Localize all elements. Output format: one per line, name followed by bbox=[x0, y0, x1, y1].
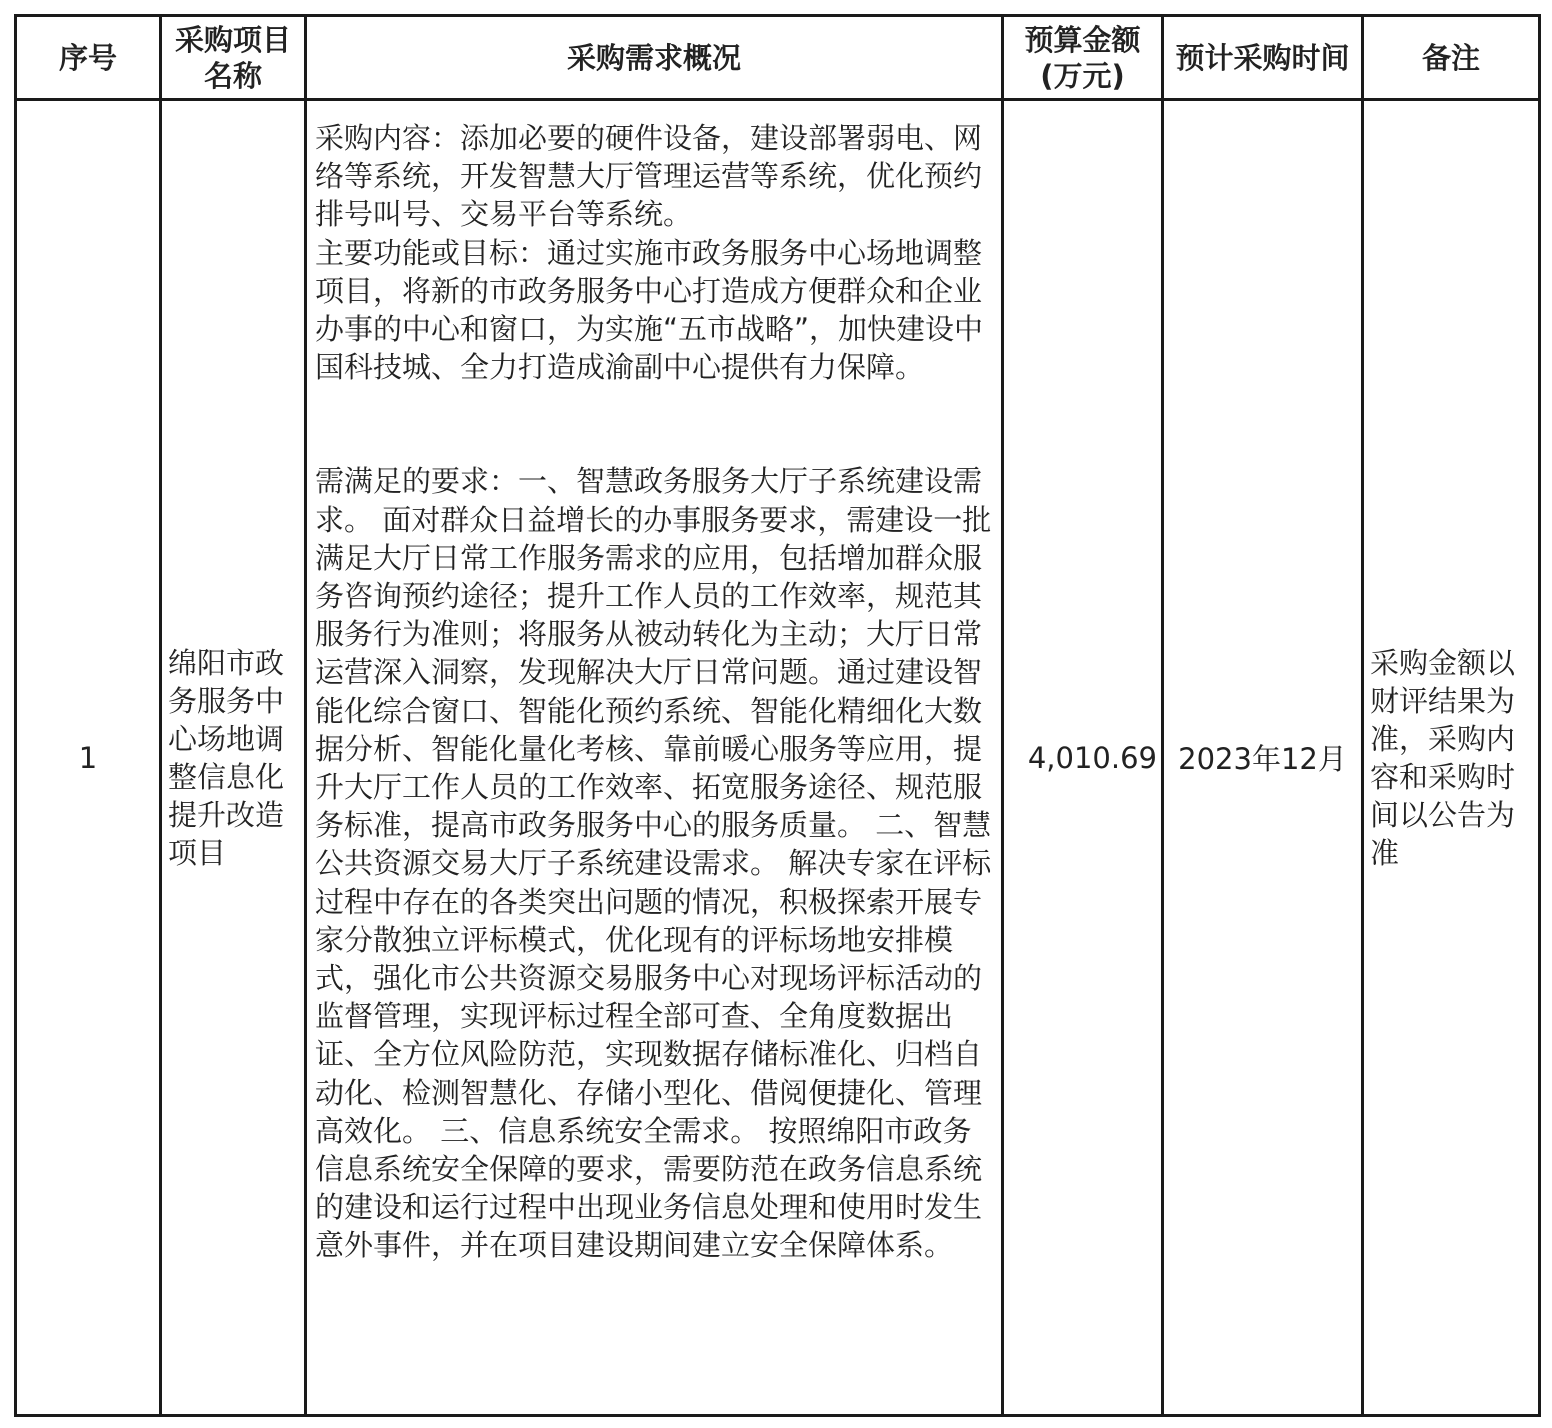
paragraph-spacer bbox=[315, 386, 995, 462]
procurement-table-wrapper bbox=[14, 14, 1541, 1417]
procurement-table bbox=[14, 14, 1541, 1417]
header-index: 序号 bbox=[17, 17, 162, 101]
row-project-name: 绵阳市政务服务中心场地调整信息化提升改造项目 bbox=[162, 101, 307, 1417]
row-remarks: 采购金额以财评结果为准，采购内容和采购时间以公告为准 bbox=[1364, 101, 1541, 1417]
row-planned-time: 2023年12月 bbox=[1164, 101, 1364, 1417]
row-index: 1 bbox=[17, 101, 162, 1417]
row-budget: 4,010.69 bbox=[1004, 101, 1164, 1417]
header-remarks: 备注 bbox=[1364, 17, 1541, 101]
table-row bbox=[17, 101, 1541, 1417]
row-requirement-overview bbox=[307, 101, 1004, 1417]
header-project-name: 采购项目名称 bbox=[162, 17, 307, 101]
procurement-content: 采购内容：添加必要的硬件设备，建设部署弱电、网络等系统，开发智慧大厅管理运营等系统，优化预约排号叫号、交易平台等系统。 bbox=[315, 121, 983, 232]
procurement-goal: 主要功能或目标：通过实施市政务服务中心场地调整项目，将新的市政务服务中心打造成方便群众和企业办事的中心和窗口，为实施“五市战略”，加快建设中国科技城、全力打造成渝副中心提供有力保障。 bbox=[315, 235, 984, 385]
header-budget: 预算金额(万元) bbox=[1004, 17, 1164, 101]
header-requirement-overview: 采购需求概况 bbox=[307, 17, 1004, 101]
table-header-row bbox=[17, 17, 1541, 101]
header-planned-time: 预计采购时间 bbox=[1164, 17, 1364, 101]
procurement-requirements: 需满足的要求：一、智慧政务服务大厅子系统建设需求。 面对群众日益增长的办事服务要求，需建设一批满足大厅日常工作服务需求的应用，包括增加群众服务咨询预约途径；提升工作人员的工作效率，规范其服务行为准则；将服务从被动转化为主动；大厅日常运营深入洞察，发现解决大厅日常问题。通过建设智能化综合窗口、智能化预约系统、智能化精细化大数据分析、智能化量化考核、靠前暖心服务等应用，提升大厅工作人员的工作效率、拓宽服务途径、规范服务标准，提高市政务服务中心的服务质量。 二、智慧公共资源交易大厅子系统建设需求。 解决专家在评标过程中存在的各类突出问题的情况，积极探索开展专家分散独立评标模式，优化现有的评标场地安排模式，强化市公共资源交易服务中心对现场评标活动的监督管理，实现评标过程全部可查、全角度数据出证、全方位风险防范，实现数据存储标准化、归档自动化、检测智慧化、存储小型化、借阅便捷化、管理高效化。 三、信息系统安全需求。 按照绵阳市政务信息系统安全保障的要求，需要防范在政务信息系统的建设和运行过程中出现业务信息处理和使用时发生意外事件，并在项目建设期间建立安全保障体系。 bbox=[315, 464, 992, 1263]
